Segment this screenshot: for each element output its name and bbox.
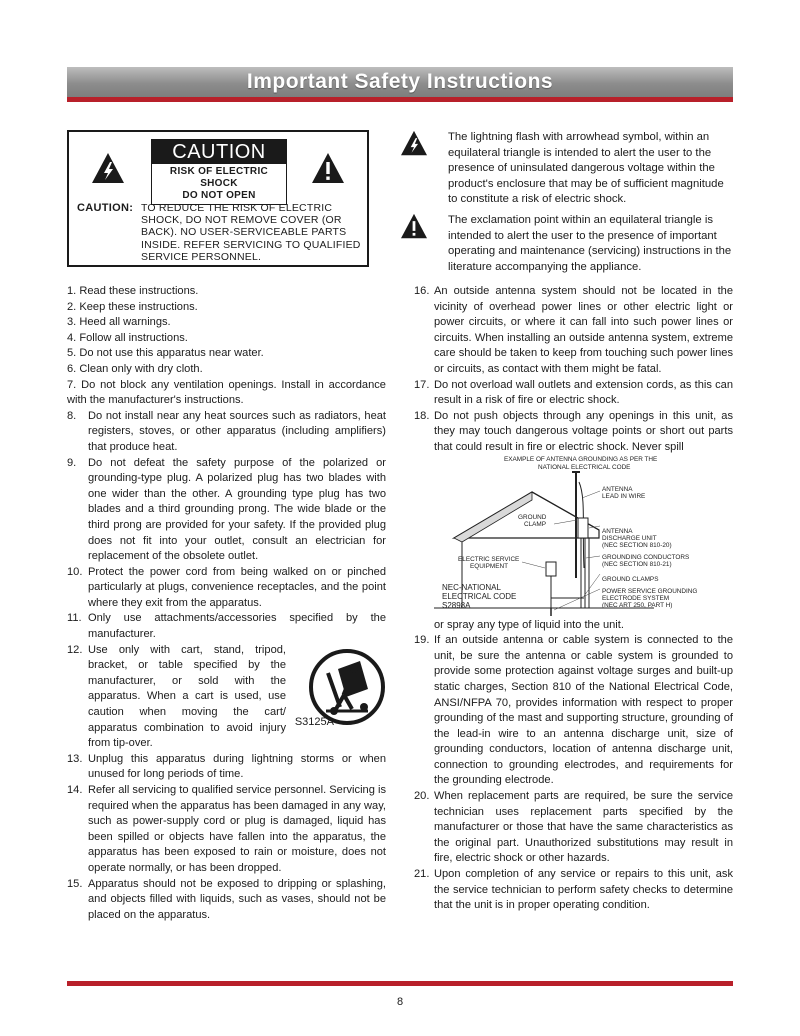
item-text: Do not push objects through any openings in this unit, as they may touch dangerous voltage points or short out parts that could result in fire or electric shock. Never spill	[434, 409, 733, 453]
list-item	[414, 867, 733, 914]
list-item	[414, 284, 733, 378]
item-text: If an outside antenna or cable system is connected to the unit, be sure the antenna or cable system is grounded to provide some protection against voltage surges and built-up static charges, Section 810 of the National Electrical Code, ANSI/NFPA 70, provides information with respect to proper grounding of the mast and supporting structure, grounding of the lead-in wire to an antenna discharge unit, size of grounding conductors, location of antenna discharge unit, connection to grounding electrodes, and requirements for the grounding electrode.	[434, 634, 733, 787]
item-number: 21.	[414, 868, 430, 881]
diagram-title-line-1: EXAMPLE OF ANTENNA GROUNDING AS PER THE	[504, 455, 658, 463]
list-item	[67, 300, 386, 316]
item-text: Refer all servicing to qualified service personnel. Servicing is required when the apparatus has been damaged in any way, such as power-supply cord or plug is damaged, liquid has been spilled or objects have fallen into the apparatus, the apparatus has been exposed to rain or moisture, does not operate normally, or has been dropped.	[88, 784, 386, 874]
item-text: Do not overload wall outlets and extension cords, as this can result in a risk of fire or electric shock.	[434, 378, 733, 407]
label-discharge-unit-3: (NEC SECTION 810-20)	[602, 541, 672, 549]
item-number: 8.	[67, 409, 77, 422]
caution-heading: CAUTION	[152, 140, 286, 164]
list-item	[67, 331, 386, 347]
item-number: 4.	[67, 331, 77, 344]
item-number: 10.	[67, 565, 83, 578]
instructions-right-column	[414, 284, 733, 914]
item-number: 18.	[414, 409, 430, 422]
label-service-equipment-1: ELECTRIC SERVICE	[458, 555, 520, 563]
label-ground-clamp-1: GROUND	[518, 513, 547, 521]
cart-instruction-block	[67, 643, 386, 752]
label-grounding-conductors-1: GROUNDING CONDUCTORS	[602, 553, 690, 561]
item-text: Upon completion of any service or repairs to this unit, ask the service technician to perform safety checks to determine that the unit is in proper operating condition.	[434, 868, 733, 912]
item-text: Do not install near any heat sources such as radiators, heat registers, stoves, or other apparatus (including amplifiers) that produce heat.	[88, 409, 386, 453]
label-nec-1: NEC-NATIONAL	[442, 582, 501, 592]
label-power-service-1: POWER SERVICE GROUNDING	[602, 587, 698, 595]
item-number: 13.	[67, 752, 83, 765]
item-number: 5.	[67, 347, 77, 360]
list-item	[67, 783, 386, 877]
item-number: 1.	[67, 285, 77, 297]
item-number: 15.	[67, 877, 83, 890]
item-number: 11.	[67, 612, 82, 625]
antenna-grounding-diagram	[414, 455, 734, 618]
list-item	[67, 456, 386, 565]
list-item	[414, 409, 733, 456]
list-item	[67, 565, 386, 612]
label-antenna-lead-1: ANTENNA	[602, 485, 633, 493]
list-item	[414, 378, 733, 409]
item-text: Do not block any ventilation openings. Install in accordance with the manufacturer's instructions.	[67, 378, 386, 407]
item-text: Do not defeat the safety purpose of the polarized or grounding-type plug. A polarized plug has two blades with one wider than the other. A grounding type plug has two blades and a third grounding prong. The wide blade or the third prong are provided for your safety. If the provided plug does not fit into your outlet, consult an electrician for replacement of the obsolete outlet.	[88, 456, 386, 563]
item-number: 20.	[414, 790, 430, 803]
label-discharge-unit-1: ANTENNA	[602, 527, 633, 535]
item-number: 9.	[67, 456, 77, 469]
item-number: 6.	[67, 362, 77, 375]
caution-box	[67, 130, 369, 267]
list-item	[67, 362, 386, 378]
item-text: An outside antenna system should not be located in the vicinity of overhead power lines or other electric light or power circuits, or where it can fall into such power lines or circuits. When installing an outside antenna system, extreme care should be taken to keep from touching such power lines or circuits, as contact with them might be fatal.	[434, 285, 733, 375]
item-text: Use only with cart, stand, tripod, bracket, or table specified by the manufacturer, or sold with the apparatus. When a cart is used, use caution when moving the cart/ apparatus combination to avoid injury from tip-over.	[88, 643, 286, 750]
symbol-explanation-exclamation	[400, 213, 734, 275]
item-text: Apparatus should not be exposed to dripping or splashing, and objects filled with liquids, such as vases, should not be placed on the apparatus.	[88, 877, 386, 921]
item-number: 16.	[414, 285, 430, 297]
item-text: Read these instructions.	[79, 285, 199, 297]
caution-notice-label: CAUTION:	[77, 202, 134, 214]
item-text: Heed all warnings.	[79, 316, 171, 329]
caution-open-line: DO NOT OPEN	[182, 190, 256, 201]
label-nec-2: ELECTRICAL CODE	[442, 591, 517, 601]
item-text: Follow all instructions.	[79, 331, 188, 344]
exclamation-triangle-icon	[400, 213, 428, 239]
item-number: 7.	[67, 378, 77, 391]
caution-notice-text: TO REDUCE THE RISK OF ELECTRIC SHOCK, DO NOT REMOVE COVER (OR BACK). NO USER-SERVICEABLE PARTS INSIDE. REFER SERVICING TO QUALIFIED SERVICE PERSONNEL.	[141, 202, 361, 263]
caution-notice	[77, 202, 367, 263]
item-text: Do not use this apparatus near water.	[79, 347, 264, 360]
label-ground-clamps: GROUND CLAMPS	[602, 575, 659, 583]
list-item	[67, 378, 386, 409]
diagram-title-line-2: NATIONAL ELECTRICAL CODE	[538, 463, 631, 471]
item-number: 3.	[67, 316, 77, 329]
label-power-service-3: (NEC ART 250, PART H)	[602, 601, 673, 609]
page-number: 8	[396, 996, 404, 1008]
label-ground-clamp-2: CLAMP	[524, 520, 547, 528]
item-text: or spray any type of liquid into the unit.	[434, 618, 624, 631]
label-nec-3: S2898A	[442, 600, 471, 610]
caution-label-panel	[151, 139, 287, 205]
item-number: 14.	[67, 784, 83, 796]
list-item	[414, 789, 733, 867]
label-service-equipment-2: EQUIPMENT	[470, 562, 508, 570]
page-header-bar	[67, 67, 733, 97]
exclamation-triangle-icon	[311, 152, 345, 184]
list-item	[67, 611, 386, 642]
caution-risk-line: RISK OF ELECTRIC SHOCK	[169, 166, 269, 189]
item-number: 19.	[414, 634, 430, 647]
item-text: Clean only with dry cloth.	[79, 362, 203, 375]
page-title: Important Safety Instructions	[246, 70, 554, 93]
list-item	[67, 409, 386, 456]
header-rule	[67, 97, 733, 102]
list-item	[67, 284, 386, 300]
item-text: When replacement parts are required, be sure the service technician uses replacement parts specified by the manufacturer or those that have the same characteristics as the original part. Unauthorized substitutions may result in fire, electric shock or other hazards.	[434, 790, 733, 865]
item-text: Protect the power cord from being walked on or pinched particularly at plugs, convenience receptacles, and the point where they exit from the apparatus.	[88, 565, 386, 609]
item-text: Unplug this apparatus during lightning storms or when unused for long periods of time.	[88, 752, 386, 781]
list-item	[67, 346, 386, 362]
symbol-explanation-lightning	[400, 130, 734, 208]
symbol-explanation-text: The exclamation point within an equilateral triangle is intended to alert the user to the presence of important operating and maintenance (servicing) instructions in the literature accompanying the appliance.	[448, 214, 732, 273]
item-number: 2.	[67, 300, 77, 313]
label-power-service-2: ELECTRODE SYSTEM	[602, 594, 670, 602]
list-item-continuation	[414, 618, 733, 634]
list-item	[414, 633, 733, 789]
list-item	[67, 752, 386, 783]
list-item	[67, 315, 386, 331]
label-discharge-unit-2: DISCHARGE UNIT	[602, 534, 657, 542]
item-number: 17.	[414, 378, 430, 391]
item-text: Keep these instructions.	[79, 300, 198, 313]
footer-rule	[67, 981, 733, 986]
list-item	[67, 877, 386, 924]
label-antenna-lead-2: LEAD IN WIRE	[602, 492, 646, 500]
symbol-explanation-text: The lightning flash with arrowhead symbol, within an equilateral triangle is intended to alert the user to the presence of uninsulated dangerous voltage within the product's enclosure that may be of sufficient magnitude to constitute a risk of electric shock.	[448, 131, 724, 205]
lightning-triangle-icon	[91, 152, 125, 184]
label-grounding-conductors-2: (NEC SECTION 810-21)	[602, 560, 672, 568]
item-number: 12.	[67, 643, 83, 656]
item-text: Only use attachments/accessories specified by the manufacturer.	[88, 612, 386, 641]
instructions-left-column	[67, 284, 386, 923]
lightning-triangle-icon	[400, 130, 428, 156]
cart-symbol-code: S3125A	[294, 715, 334, 728]
